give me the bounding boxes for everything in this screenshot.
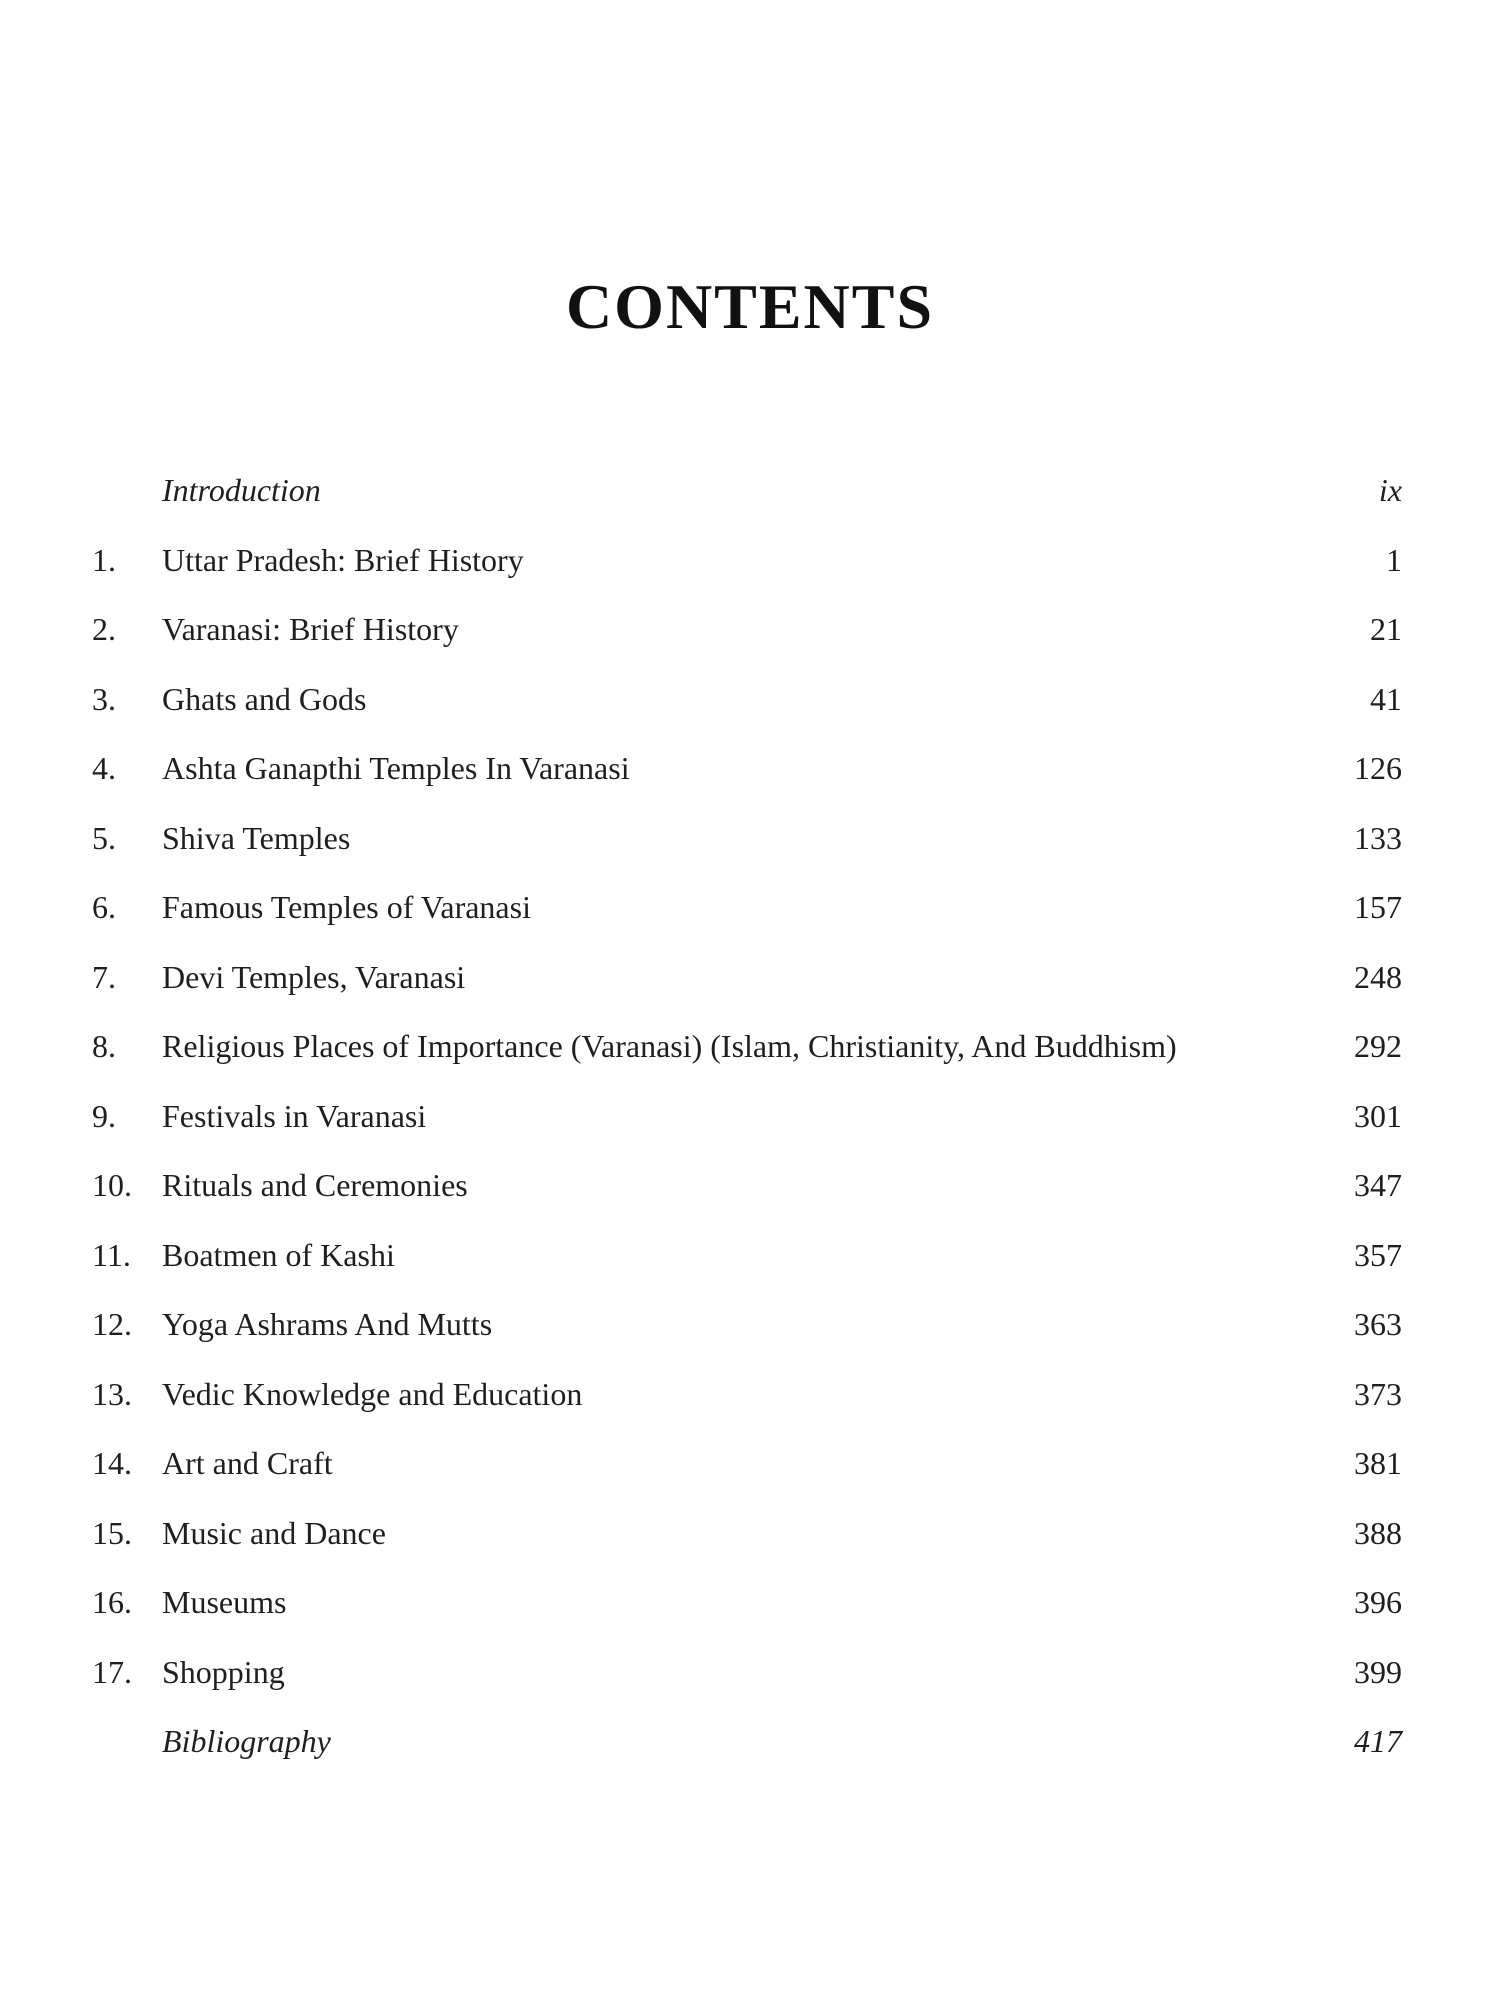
- toc-entry-number: 17.: [92, 1653, 132, 1690]
- toc-entry-title: Shiva Temples: [162, 819, 351, 856]
- toc-entry-title: Art and Craft: [162, 1445, 333, 1481]
- toc-entry-page: 347: [1354, 1167, 1402, 1203]
- toc-entry-chapter-11: [92, 1230, 1402, 1300]
- toc-entry-chapter-17: [92, 1647, 1402, 1717]
- toc-entry-chapter-8: [92, 1021, 1402, 1091]
- toc-entry-page: 417: [1354, 1723, 1402, 1759]
- toc-entry-page: 396: [1354, 1584, 1402, 1620]
- toc-entry-title: Uttar Pradesh: Brief History: [162, 541, 524, 578]
- toc-entry-number: 8.: [92, 1028, 116, 1064]
- toc-entry-page: 157: [1354, 889, 1402, 925]
- toc-entry-page: 126: [1354, 750, 1402, 786]
- toc-entry-chapter-14: [92, 1438, 1402, 1508]
- toc-entry-chapter-7: [92, 952, 1402, 1022]
- table-of-contents: [92, 465, 1402, 1786]
- toc-entry-number: 2.: [92, 611, 116, 647]
- toc-entry-chapter-6: [92, 882, 1402, 952]
- toc-entry-number: 12.: [92, 1306, 132, 1342]
- toc-entry-page: 41: [1370, 680, 1402, 717]
- toc-entry-number: 1.: [92, 541, 116, 578]
- toc-entry-number: 15.: [92, 1514, 132, 1551]
- toc-entry-chapter-9: [92, 1091, 1402, 1161]
- toc-entry-number: 9.: [92, 1097, 116, 1134]
- toc-entry-title: Introduction: [162, 472, 321, 508]
- toc-entry-chapter-13: [92, 1369, 1402, 1439]
- toc-entry-title: Devi Temples, Varanasi: [162, 958, 466, 995]
- toc-entry-introduction: [92, 465, 1402, 535]
- toc-entry-chapter-5: [92, 813, 1402, 883]
- toc-entry-title: Varanasi: Brief History: [162, 611, 459, 647]
- toc-entry-chapter-2: [92, 604, 1402, 674]
- toc-entry-page: 357: [1354, 1236, 1402, 1273]
- toc-entry-number: 4.: [92, 750, 116, 786]
- toc-entry-number: 13.: [92, 1375, 132, 1412]
- toc-entry-title: Bibliography: [162, 1723, 331, 1759]
- toc-entry-page: 292: [1354, 1028, 1402, 1064]
- toc-entry-page: 21: [1370, 611, 1402, 647]
- toc-entry-page: ix: [1378, 472, 1402, 508]
- toc-entry-page: 301: [1354, 1097, 1402, 1134]
- toc-entry-number: 5.: [92, 819, 116, 856]
- toc-entry-title: Museums: [162, 1584, 287, 1620]
- toc-entry-title: Ashta Ganapthi Temples In Varanasi: [162, 750, 630, 786]
- toc-entry-page: 133: [1354, 819, 1402, 856]
- toc-entry-page: 363: [1354, 1306, 1402, 1342]
- toc-entry-number: 16.: [92, 1584, 132, 1620]
- toc-entry-title: Ghats and Gods: [162, 680, 367, 717]
- page-title: CONTENTS: [565, 271, 935, 342]
- toc-entry-chapter-1: [92, 535, 1402, 605]
- toc-entry-number: 11.: [92, 1236, 131, 1273]
- toc-entry-title: Music and Dance: [162, 1514, 386, 1551]
- toc-entry-chapter-3: [92, 674, 1402, 744]
- toc-entry-chapter-15: [92, 1508, 1402, 1578]
- toc-entry-title: Boatmen of Kashi: [162, 1236, 395, 1273]
- toc-entry-title: Festivals in Varanasi: [162, 1097, 427, 1134]
- toc-entry-number: 10.: [92, 1167, 132, 1203]
- toc-entry-page: 248: [1354, 958, 1402, 995]
- toc-entry-page: 373: [1354, 1375, 1402, 1412]
- toc-entry-title: Shopping: [162, 1653, 285, 1690]
- toc-entry-page: 388: [1354, 1514, 1402, 1551]
- toc-entry-title: Religious Places of Importance (Varanasi) (Islam, Christianity, And Buddhism): [162, 1028, 1177, 1064]
- toc-entry-page: 1: [1386, 541, 1402, 578]
- toc-entry-title: Yoga Ashrams And Mutts: [162, 1306, 493, 1342]
- toc-entry-number: 7.: [92, 958, 116, 995]
- toc-entry-chapter-16: [92, 1577, 1402, 1647]
- toc-entry-chapter-4: [92, 743, 1402, 813]
- toc-entry-title: Famous Temples of Varanasi: [162, 889, 531, 925]
- toc-entry-page: 399: [1354, 1653, 1402, 1690]
- toc-entry-number: 14.: [92, 1445, 132, 1481]
- toc-entry-chapter-10: [92, 1160, 1402, 1230]
- toc-entry-title: Vedic Knowledge and Education: [162, 1375, 583, 1412]
- toc-entry-chapter-12: [92, 1299, 1402, 1369]
- toc-entry-bibliography: [92, 1716, 1402, 1786]
- toc-entry-number: 3.: [92, 680, 116, 717]
- toc-entry-page: 381: [1354, 1445, 1402, 1481]
- toc-entry-title: Rituals and Ceremonies: [162, 1167, 468, 1203]
- toc-entry-number: 6.: [92, 889, 116, 925]
